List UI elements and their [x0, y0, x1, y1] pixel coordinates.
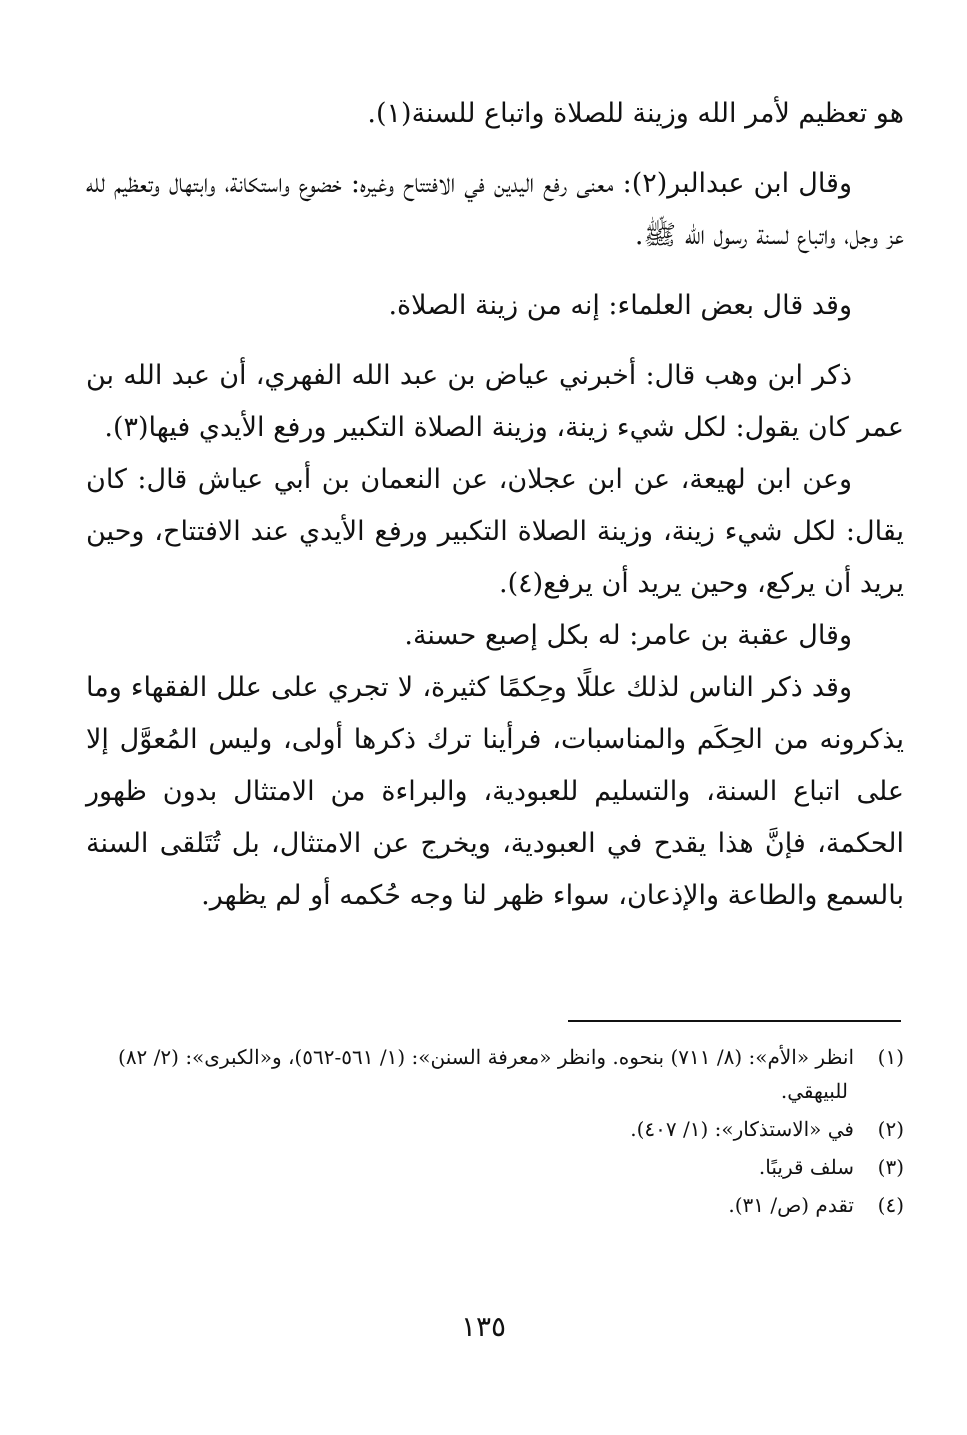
- main-text: [86, 88, 904, 922]
- footnote-text: سلف قريبًا.: [758, 1155, 854, 1179]
- footnote-number: (٤): [877, 1193, 904, 1217]
- footnote-number: (٣): [877, 1155, 904, 1179]
- footnote-2: [86, 1112, 904, 1146]
- footnote-number: (٢): [877, 1117, 904, 1141]
- footnote-text: في «الاستذكار»: (١/ ٤٠٧).: [630, 1117, 854, 1141]
- footnotes: [86, 1040, 904, 1226]
- footnote-1: [86, 1040, 904, 1108]
- paragraph-2: وقال ابن عبدالبر(٢): معنى رفع اليدين في الافتتاح وغيره: خضوع واستكانة، وابتهال وتعظيم لله عز وجل، واتباع لسنة رسول الله ﷺ.: [86, 168, 904, 251]
- paragraph-5: وعن ابن لهيعة، عن ابن عجلان، عن النعمان بن أبي عياش قال: كان يقال: لكل شيء زينة، وزينة الصلاة التكبير ورفع الأيدي عند الافتتاح، وحين يريد أن يركع، وحين يريد أن يرفع(٤).: [86, 464, 904, 599]
- page-number: ١٣٥: [460, 1310, 507, 1343]
- paragraph-7: وقد ذكر الناس لذلك عللًا وحِكمًا كثيرة، لا تجري على علل الفقهاء وما يذكرونه من الحِكَم والمناسبات، فرأينا ترك ذكرها أولى، وليس المُعوَّل إلا على اتباع السنة، والتسليم للعبودية، والبراءة من الامتثال بدون ظهور الحكمة، فإنَّ هذا يقدح في العبودية، ويخرج عن الامتثال، بل تُتَلقى السنة بالسمع والطاعة والإذعان، سواء ظهر لنا وجه حُكمه أو لم يظهر.: [86, 672, 904, 911]
- paragraph-4: ذكر ابن وهب قال: أخبرني عياض بن عبد الله الفهري، أن عبد الله بن عمر كان يقول: لكل شيء زينة، وزينة الصلاة التكبير ورفع الأيدي فيها(٣).: [86, 360, 904, 443]
- footnote-3: [86, 1150, 904, 1184]
- footnote-4: [86, 1188, 904, 1222]
- paragraph-3: وقد قال بعض العلماء: إنه من زينة الصلاة.: [388, 290, 852, 321]
- paragraph-1: هو تعظيم لأمر الله وزينة للصلاة واتباع للسنة(١).: [367, 98, 904, 129]
- footnote-divider: [568, 1020, 901, 1022]
- paragraph-6: وقال عقبة بن عامر: له بكل إصبع حسنة.: [404, 620, 852, 651]
- footnote-text: انظر «الأم»: (٨/ ٧١١) بنحوه. وانظر «معرفة السنن»: (١/ ٥٦١-٥٦٢)، و«الكبرى»: (٢/ ٨٢) للبيهقي.: [118, 1045, 854, 1103]
- footnote-text: تقدم (ص/ ٣١).: [728, 1193, 854, 1217]
- footnote-number: (١): [877, 1045, 904, 1069]
